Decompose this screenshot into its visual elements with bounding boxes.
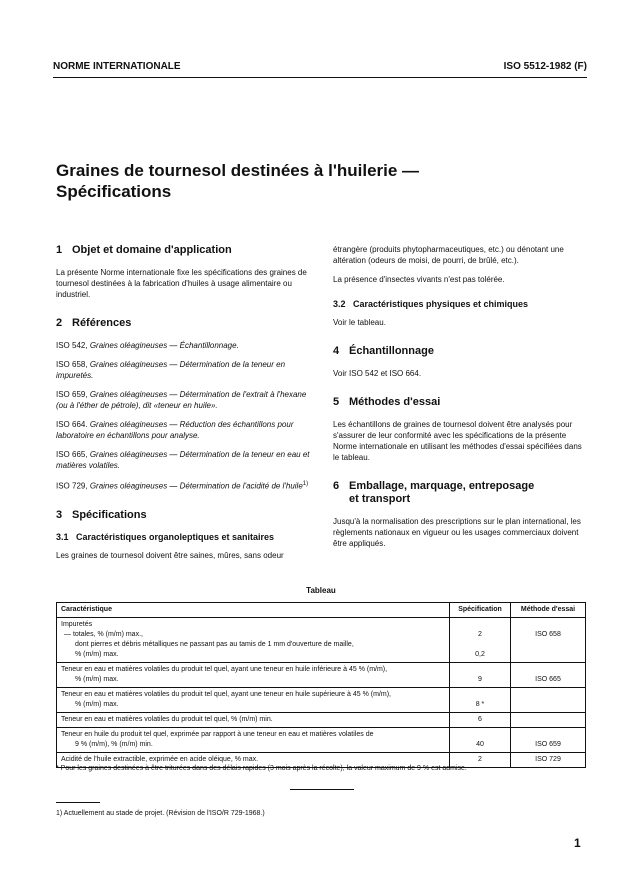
specification-value: 6 bbox=[478, 716, 482, 723]
characteristic-line-2: % (m/m) max. bbox=[75, 676, 119, 683]
reference-item bbox=[56, 340, 310, 351]
right-column bbox=[333, 244, 587, 557]
characteristic-cell bbox=[57, 663, 450, 688]
section-title-line-1: Emballage, marquage, entreposage bbox=[349, 480, 535, 492]
section-5-heading bbox=[333, 396, 587, 409]
section-3-1-body: Les graines de tournesol doivent être saines, mûres, sans odeur bbox=[56, 550, 284, 560]
subsection-title: Caractéristiques organoleptiques et sanitaires bbox=[76, 531, 275, 542]
characteristic-cell bbox=[57, 728, 450, 753]
reference-code: ISO 542, bbox=[56, 341, 88, 350]
impurities-method-cell bbox=[511, 618, 586, 663]
reference-title: Graines oléagineuses — Détermination de la teneur en eau et matières volatiles. bbox=[56, 450, 310, 470]
title-line-2: Spécifications bbox=[56, 182, 172, 201]
section-3-1-body-continued: étrangère (produits phytopharmaceutiques, etc.) ou dénotant une altération (odeurs de moisi, de pourri, de brûlé, etc.). bbox=[333, 245, 564, 265]
impurities-total: — totales, % (m/m) max., bbox=[64, 631, 143, 638]
characteristic-line-2: % (m/m) max. bbox=[75, 701, 119, 708]
reference-title: Graines oléagineuses — Échantillonnage. bbox=[89, 341, 239, 350]
column-header-characteristic: Caractéristique bbox=[57, 603, 450, 618]
reference-code: ISO 729, bbox=[56, 481, 88, 491]
header-rule bbox=[53, 77, 587, 78]
reference-title: Graines oléagineuses — Détermination de l'acidité de l'huile bbox=[89, 481, 303, 491]
section-1-heading bbox=[56, 244, 310, 257]
section-number: 3 bbox=[56, 508, 63, 521]
section-title: Références bbox=[72, 317, 132, 329]
impurities-stones-line-2: % (m/m) max. bbox=[75, 651, 119, 658]
specifications-table bbox=[56, 602, 586, 768]
footnote: 1) Actuellement au stade de projet. (Révision de l'ISO/R 729-1968.) bbox=[56, 810, 265, 817]
test-method-value: ISO 659 bbox=[535, 741, 561, 748]
specification-cell bbox=[450, 728, 511, 753]
characteristic-line-1: Teneur en eau et matières volatiles du produit tel quel, ayant une teneur en huile supérieure à 45 % (m/m), bbox=[61, 691, 391, 698]
header-series: NORME INTERNATIONALE bbox=[53, 61, 181, 72]
section-3-heading bbox=[56, 509, 310, 522]
table-row bbox=[57, 713, 586, 728]
document-title bbox=[56, 160, 576, 202]
specification-value: 9 bbox=[478, 676, 482, 683]
reference-title: Graines oléagineuses — Réduction des échantillons pour laboratoire en échantillons pour analyse. bbox=[56, 420, 294, 440]
section-number: 4 bbox=[333, 345, 340, 357]
section-6-heading bbox=[333, 480, 587, 506]
characteristic-line-1: Teneur en huile du produit tel quel, exprimée par rapport à une teneur en eau et matières volatiles de bbox=[61, 731, 374, 738]
characteristic-cell bbox=[57, 688, 450, 713]
test-method-cell bbox=[511, 688, 586, 713]
table-row bbox=[57, 728, 586, 753]
section-1-body: La présente Norme internationale fixe les spécifications des graines de tournesol destinées à la fabrication d'huiles à usage alimentaire ou industriel. bbox=[56, 268, 307, 299]
table-note: * Pour les graines destinées à être triturées dans des délais rapides (3 mois après la récolte), la valeur maximum de 9 % est admise. bbox=[56, 765, 467, 772]
test-method-value: ISO 665 bbox=[535, 676, 561, 683]
specification-value: 2 bbox=[478, 756, 482, 763]
title-line-1: Graines de tournesol destinées à l'huilerie — bbox=[56, 161, 420, 180]
impurities-spec-cell bbox=[450, 618, 511, 663]
specification-cell bbox=[450, 688, 511, 713]
table-row bbox=[57, 663, 586, 688]
reference-title: Graines oléagineuses — Détermination de la teneur en impuretés. bbox=[56, 360, 286, 380]
section-number: 5 bbox=[333, 396, 340, 408]
section-4-heading bbox=[333, 345, 587, 358]
footnote-rule bbox=[56, 802, 100, 803]
subsection-title: Caractéristiques physiques et chimiques bbox=[353, 299, 529, 309]
test-method-cell bbox=[511, 728, 586, 753]
reference-list bbox=[56, 340, 310, 492]
section-6-body: Jusqu'à la normalisation des prescriptions sur le plan international, les règlements nationaux en vigueur ou les usages commerciaux doivent être appliqués. bbox=[333, 517, 581, 548]
column-header-specification: Spécification bbox=[450, 603, 511, 618]
characteristic-line-1: Teneur en eau et matières volatiles du produit tel quel, ayant une teneur en huile inférieure à 45 % (m/m), bbox=[61, 666, 388, 673]
section-title-line-2: et transport bbox=[349, 493, 411, 505]
subsection-number: 3.1 bbox=[56, 531, 69, 542]
reference-code: ISO 658, bbox=[56, 360, 88, 369]
section-title: Objet et domaine d'application bbox=[72, 244, 232, 256]
reference-code: ISO 665, bbox=[56, 450, 88, 459]
section-title: Spécifications bbox=[72, 508, 147, 521]
characteristic-line-1: Teneur en eau et matières volatiles du produit tel quel, % (m/m) min. bbox=[61, 716, 273, 723]
column-header-test-method: Méthode d'essai bbox=[511, 603, 586, 618]
table-caption: Tableau bbox=[306, 586, 336, 595]
specification-value: 40 bbox=[476, 741, 484, 748]
impurities-heading: Impuretés bbox=[61, 621, 93, 628]
impurities-method: ISO 658 bbox=[535, 631, 561, 638]
reference-title: Graines oléagineuses — Détermination de l'extrait à l'hexane (ou à l'éther de pétrole), dit «teneur en huile». bbox=[56, 390, 307, 410]
subsection-number: 3.2 bbox=[333, 299, 346, 309]
characteristic-cell bbox=[57, 713, 450, 728]
reference-code: ISO 664. bbox=[56, 420, 88, 429]
reference-code: ISO 659, bbox=[56, 390, 88, 399]
impurities-cell bbox=[57, 618, 450, 663]
characteristic-line-2: 9 % (m/m), % (m/m) min. bbox=[75, 741, 153, 748]
table-row-impurities bbox=[57, 618, 586, 663]
section-3-2-heading bbox=[333, 299, 587, 310]
reference-item bbox=[56, 359, 310, 381]
section-number: 1 bbox=[56, 244, 63, 256]
section-2-heading bbox=[56, 317, 310, 330]
test-method-cell bbox=[511, 663, 586, 688]
reference-item bbox=[56, 419, 310, 441]
reference-item bbox=[56, 449, 310, 471]
left-column bbox=[56, 244, 310, 569]
specification-cell bbox=[450, 663, 511, 688]
section-5-body: Les échantillons de graines de tournesol doivent être analysés pour s'assurer de leur conformité avec les spécifications de la présente Norme internationale en utilisant les méthodes d'essai spécifiées dans le tableau. bbox=[333, 420, 582, 462]
footnote-marker: 1) bbox=[302, 481, 309, 487]
specification-value: 8 * bbox=[475, 701, 485, 708]
section-number: 2 bbox=[56, 317, 63, 329]
running-header bbox=[53, 61, 587, 75]
section-3-1-heading bbox=[56, 532, 310, 543]
page-number: 1 bbox=[574, 836, 581, 850]
section-4-body: Voir ISO 542 et ISO 664. bbox=[333, 369, 422, 378]
reference-item bbox=[56, 389, 310, 411]
section-title: Échantillonnage bbox=[349, 345, 434, 357]
impurities-spec-total: 2 bbox=[478, 631, 482, 638]
section-3-2-body: Voir le tableau. bbox=[333, 318, 386, 327]
specification-cell bbox=[450, 713, 511, 728]
table-header-row bbox=[57, 603, 586, 618]
table-row bbox=[57, 688, 586, 713]
characteristic-line-1: Acidité de l'huile extractible, exprimée en acide oléique, % max. bbox=[61, 756, 259, 763]
test-method-value: ISO 729 bbox=[535, 756, 561, 763]
section-number: 6 bbox=[333, 480, 340, 492]
reference-item bbox=[56, 479, 310, 492]
insects-statement: La présence d'insectes vivants n'est pas tolérée. bbox=[333, 275, 505, 284]
test-method-cell bbox=[511, 713, 586, 728]
impurities-stones-line-1: dont pierres et débris métalliques ne passant pas au tamis de 1 mm d'ouverture de maille, bbox=[75, 641, 354, 648]
header-standard-number: ISO 5512-1982 (F) bbox=[503, 61, 587, 72]
separator-rule bbox=[290, 789, 354, 790]
impurities-spec-stones: 0,2 bbox=[475, 651, 485, 658]
section-title: Méthodes d'essai bbox=[349, 396, 441, 408]
